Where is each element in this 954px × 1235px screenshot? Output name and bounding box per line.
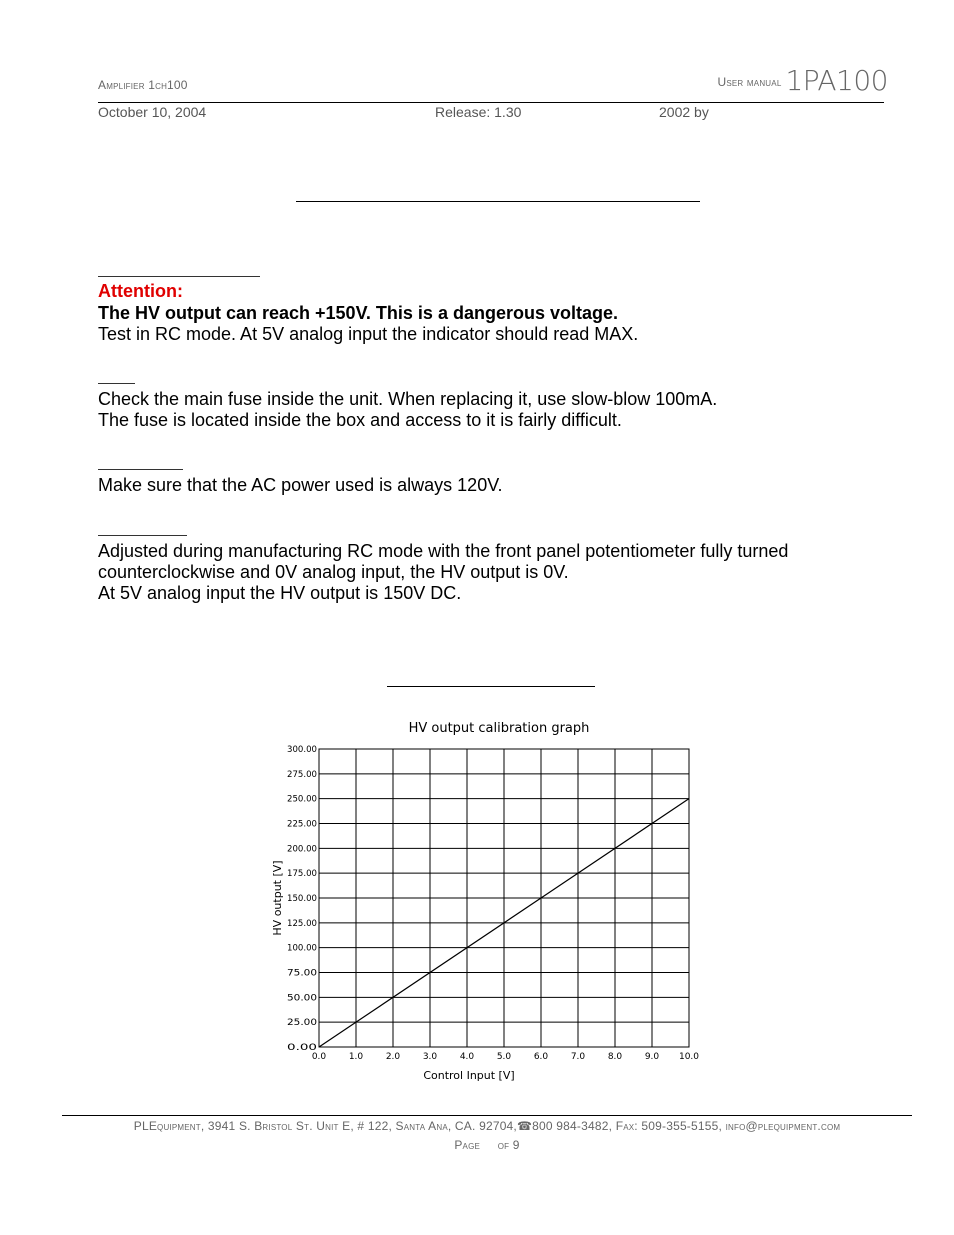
chart-y-tick-label: 225.00 [287, 819, 318, 830]
chart-y-tick-label: 50.00 [287, 993, 318, 1004]
chart-y-tick-label: 100.00 [287, 943, 318, 954]
footer-page-indicator [62, 1138, 912, 1152]
chart-x-tick-label: 9.0 [644, 1052, 660, 1062]
chart-x-tick-label: 8.0 [607, 1052, 623, 1062]
chart-y-tick-label: 175.00 [287, 869, 318, 880]
footer-contact [62, 1119, 912, 1133]
chart-y-axis-label: HV output [V] [271, 860, 284, 936]
chart-y-tick-label: 300.00 [287, 745, 318, 755]
header-date: October 10, 2004 [98, 104, 207, 120]
chart-ticks [287, 745, 699, 1062]
footer-phone: 800 984-3482, [532, 1119, 613, 1133]
header-manual-label: User manual [717, 75, 782, 89]
chart-x-tick-label: 5.0 [496, 1052, 512, 1062]
power-line-1: Make sure that the AC power used is always 120V. [98, 475, 503, 495]
calibration-line-3: At 5V analog input the HV output is 150V DC. [98, 583, 462, 603]
footer-total-pages: 9 [512, 1138, 520, 1152]
header-product-name: Amplifier 1ch100 [98, 78, 188, 92]
chart-x-tick-label: 3.0 [422, 1052, 438, 1062]
chart-x-tick-label: 10.0 [678, 1052, 700, 1062]
chart-x-tick-label: 4.0 [459, 1052, 475, 1062]
attention-label: Attention: [98, 281, 183, 301]
attention-test-text: Test in RC mode. At 5V analog input the indicator should read MAX. [98, 324, 639, 344]
footer-fax: Fax: 509-355-5155, [615, 1119, 723, 1133]
fuse-line-1: Check the main fuse inside the unit. When replacing it, use slow-blow 100mA. [98, 389, 718, 409]
chart-title: HV output calibration graph [408, 721, 590, 736]
footer-of-label: of [497, 1138, 510, 1152]
chart-x-tick-label: 0.0 [311, 1052, 327, 1062]
chart-grid [319, 749, 689, 1047]
footer-page-label: Page [454, 1138, 481, 1152]
fuse-line-2: The fuse is located inside the box and access to it is fairly difficult. [98, 410, 622, 430]
chart-y-tick-label: 75.00 [287, 968, 318, 979]
chart-y-tick-label: 25.00 [287, 1018, 318, 1029]
header-copyright: 2002 by [659, 104, 709, 120]
footer-address: PLEquipment, 3941 S. Bristol St. Unit E, # 122, Santa Ana, CA. 92704, [133, 1119, 517, 1133]
chart-x-tick-label: 6.0 [533, 1052, 549, 1062]
chart-y-tick-label: 150.00 [287, 894, 318, 904]
chart-x-tick-label: 1.0 [348, 1052, 364, 1062]
calibration-line-2: counterclockwise and 0V analog input, the HV output is 0V. [98, 562, 569, 582]
chart-y-tick-label: 125.00 [287, 918, 318, 929]
chart-y-tick-label: 0.00 [287, 1043, 318, 1053]
chart-x-tick-label: 7.0 [570, 1052, 586, 1062]
footer-email[interactable]: info@plequipment.com [725, 1119, 841, 1133]
chart-y-tick-label: 250.00 [287, 794, 318, 805]
phone-icon: ☎ [516, 1119, 533, 1133]
chart-y-tick-label: 200.00 [287, 844, 318, 855]
header-model: 1PA100 [785, 64, 888, 97]
header-release: Release: 1.30 [435, 104, 522, 120]
attention-warning: The HV output can reach +150V. This is a dangerous voltage. [98, 303, 618, 323]
chart-y-tick-label: 275.00 [287, 769, 318, 780]
calibration-line-1: Adjusted during manufacturing RC mode with the front panel potentiometer fully turned [98, 541, 789, 561]
chart-x-tick-label: 2.0 [385, 1052, 401, 1062]
footer-rule [62, 1115, 912, 1116]
chart-x-axis-label: Control Input [V] [423, 1069, 515, 1082]
